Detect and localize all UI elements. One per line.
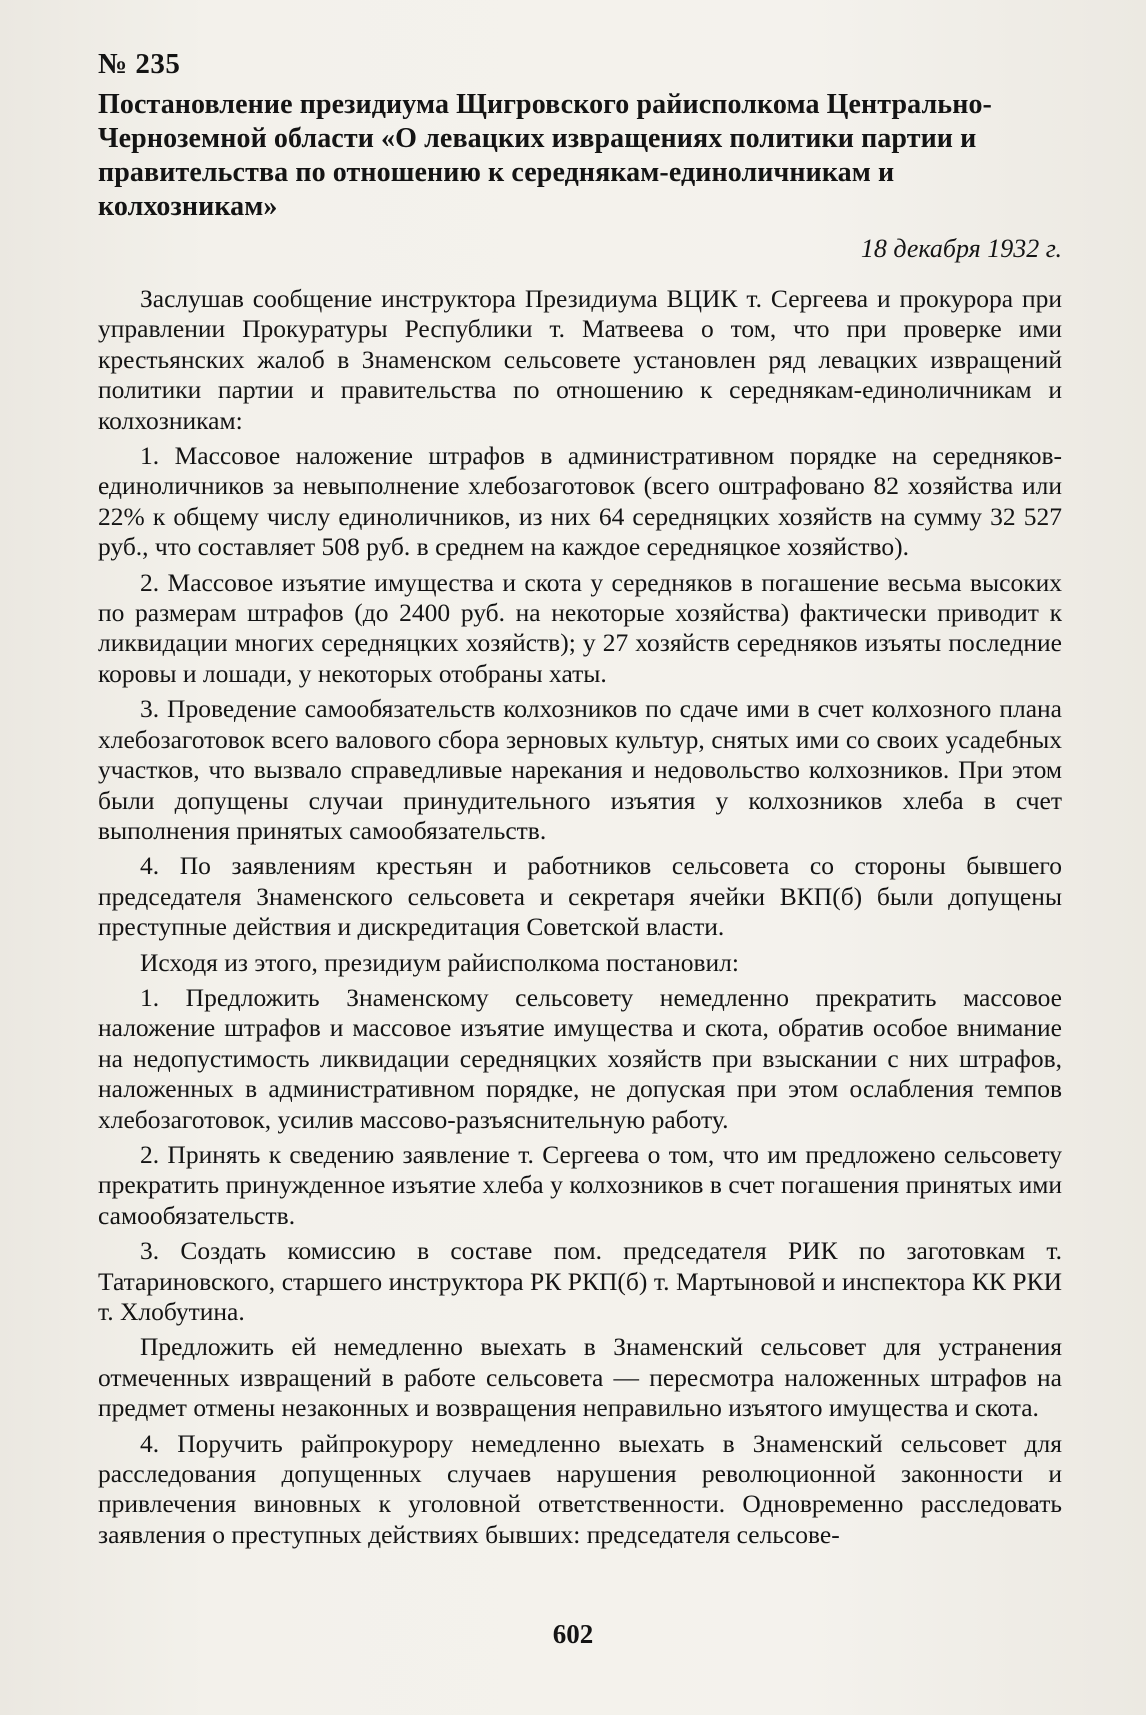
- paragraph-intro: Заслушав сообщение инструктора Президиума ВЦИК т. Сергеева и прокурора при управлении Прокуратуры Республики т. Матвеева о том, что при проверке ими крестьянских жалоб в Знаменском сельсовете установлен ряд левацких извращений политики партии и правительства по отношению к середнякам-единоличникам и колхозникам:: [98, 284, 1062, 435]
- page-number: 602: [552, 1619, 594, 1649]
- paragraph-item-3: 3. Проведение самообязательств колхозников по сдаче ими в счет колхозного плана хлебозаготовок всего валового сбора зерновых культур, снятых ими со своих усадебных участков, что вызвало справедливые нарекания и недовольство колхозников. При этом были допущены случаи принудительного изъятия у колхозников хлеба в счет выполнения принятых самообязательств.: [98, 694, 1062, 845]
- document-title: Постановление президиума Щигровского райисполкома Центрально-Черноземной области «О левацких извращениях политики партии и правительства по отношению к середнякам-единоличникам и колхозникам»: [98, 89, 992, 222]
- paragraph-resolution-3: 3. Создать комиссию в составе пом. председателя РИК по заготовкам т. Татариновского, старшего инструктора РК РКП(б) т. Мартыновой и инспектора КК РКИ т. Хлобутина.: [98, 1236, 1062, 1326]
- document-date: 18 декабря 1932 г.: [860, 234, 1062, 263]
- document-body: [98, 284, 1062, 1550]
- document-number: № 235: [98, 48, 181, 80]
- paragraph-resolution-heading: Исходя из этого, президиум райисполкома постановил:: [140, 947, 739, 977]
- paragraph-resolution-1: 1. Предложить Знаменскому сельсовету немедленно прекратить массовое наложение штрафов и массовое изъятие имущества и скота, обратив особое внимание на недопустимость ликвидации середняцких хозяйств при взыскании с них штрафов, наложенных в административном порядке, не допуская при этом ослабления темпов хлебозаготовок, усилив массово-разъяснительную работу.: [98, 982, 1062, 1134]
- paragraph-resolution-3-continued: Предложить ей немедленно выехать в Знаменский сельсовет для устранения отмеченных извращений в работе сельсовета — пересмотра наложенных штрафов на предмет отмены незаконных и возвращения неправильно изъятого имущества и скота.: [98, 1332, 1062, 1423]
- paragraph-resolution-4: 4. Поручить райпрокурору немедленно выехать в Знаменский сельсовет для расследования допущенных случаев нарушения революционной законности и привлечения виновных к уголовной ответственности. Одновременно расследовать заявления о преступных действиях бывших: председателя сельсове-: [98, 1428, 1062, 1549]
- document-content: [98, 46, 1062, 1555]
- paragraph-resolution-2: 2. Принять к сведению заявление т. Сергеева о том, что им предложено сельсовету прекратить принужденное изъятие хлеба у колхозников в счет погашения принятых ими самообязательств.: [98, 1139, 1062, 1230]
- paragraph-item-4: 4. По заявлениям крестьян и работников сельсовета со стороны бывшего председателя Знаменского сельсовета и секретаря ячейки ВКП(б) были допущены преступные действия и дискредитация Советской власти.: [98, 851, 1062, 942]
- paragraph-item-2: 2. Массовое изъятие имущества и скота у середняков в погашение весьма высоких по размерам штрафов (до 2400 руб. на некоторые хозяйства) фактически приводит к ликвидации многих середняцких хозяйств); у 27 хозяйств середняков изъяты последние коровы и лошади, у некоторых отобраны хаты.: [98, 567, 1062, 688]
- paragraph-item-1: 1. Массовое наложение штрафов в административном порядке на середняков-единоличников за невыполнение хлебозаготовок (всего оштрафовано 82 хозяйства или 22% к общему числу единоличников, из них 64 середняцких хозяйств на сумму 32 527 руб., что составляет 508 руб. в среднем на каждое середняцкое хозяйство).: [98, 441, 1062, 562]
